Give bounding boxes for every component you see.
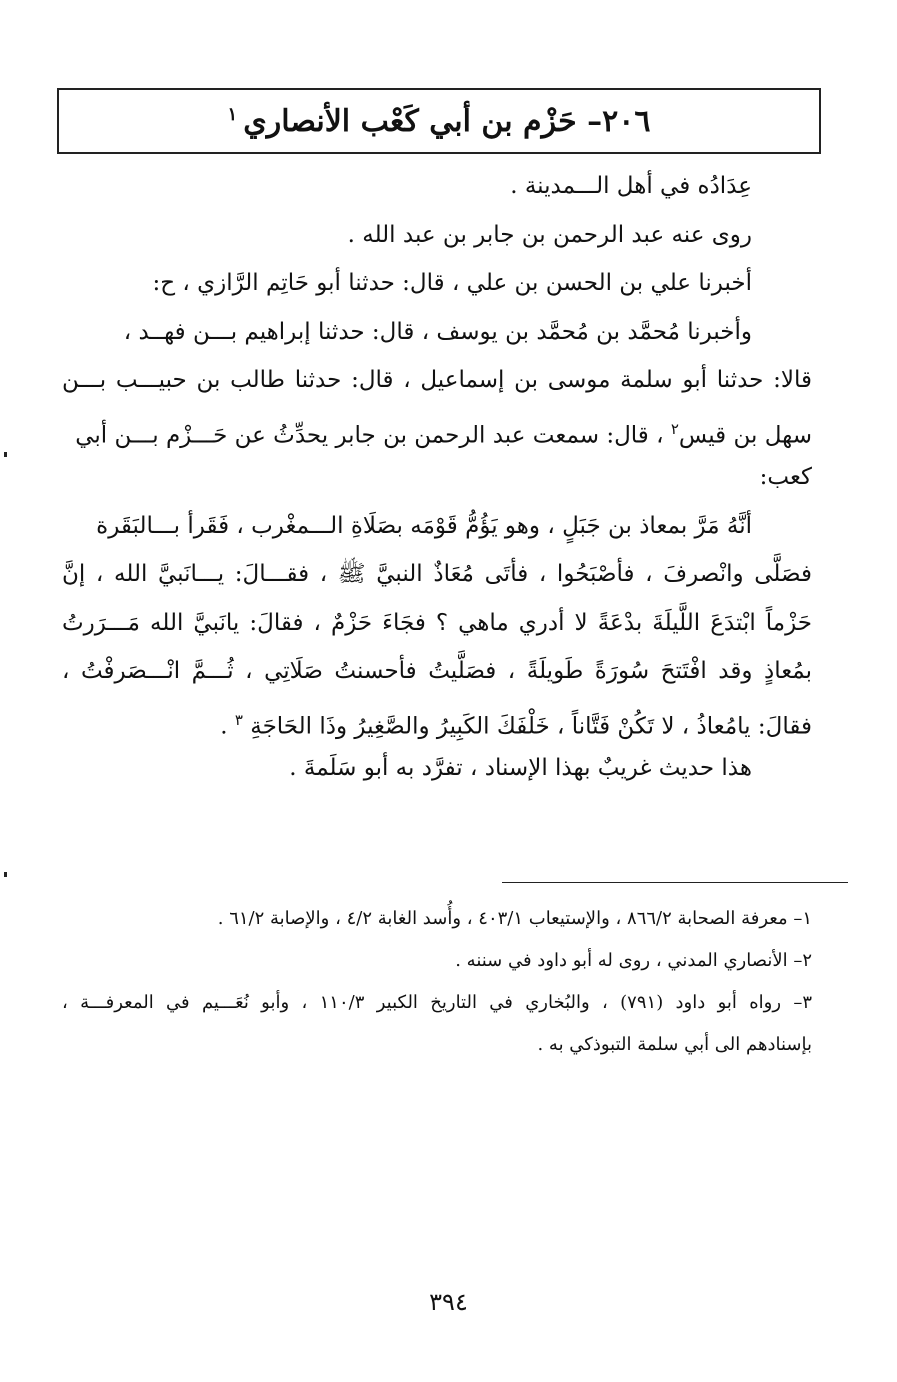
body-line bbox=[62, 696, 812, 745]
footnotes bbox=[62, 898, 812, 1066]
body-line: وأخبرنا مُحمَّد بن مُحمَّد بن يوسف ، قال: حدثنا إبراهيم بـــن فهــد ، bbox=[123, 318, 752, 345]
body-line: فصَلَّى وانْصرفَ ، فأصْبَحُوا ، فأتَى مُعَاذٌ النبيَّ ﷺ ، فقـــالَ: يـــانَبيَّ الله ، إنَّ bbox=[62, 561, 812, 587]
margin-mark bbox=[4, 872, 7, 877]
body-line: بمُعاذٍ وقد افْتَتحَ سُورَةً طَويلَةً ، فصَلَّيتُ فأحسنتُ صَلَاتِي ، ثُـــمَّ انْـــصَرفْتُ ، bbox=[62, 658, 812, 684]
footnote-line: ٢– الأنصاري المدني ، روى له أبو داود في سننه . bbox=[455, 950, 812, 971]
page-number: ٣٩٤ bbox=[429, 1288, 468, 1316]
body-line: أنَّهُ مَرَّ بمعاذ بن جَبَلٍ ، وهو يَؤُمُّ قَوْمَه بصَلَاةِ الـــمغْرب ، فَقَرأ بـــالبَقَرة bbox=[96, 512, 752, 539]
footnote-line: بإسنادهم الى أبي سلمة التبوذكي به . bbox=[537, 1034, 812, 1055]
footnote-line: ١– معرفة الصحابة ٨٦٦/٢ ، والإستيعاب ٤٠٣/١ ، وأُسد الغابة ٤/٢ ، والإصابة ٦١/٢ . bbox=[217, 908, 812, 929]
body-line-text: ، قال: سمعت عبد الرحمن بن جابر يحدِّثُ عن حَـــزْم بـــن أبي bbox=[75, 422, 664, 449]
body-line: روى عنه عبد الرحمن بن جابر بن عبد الله . bbox=[347, 221, 752, 248]
body-line: هذا حديث غريبٌ بهذا الإسناد ، تفرَّد به أبو سَلَمةَ . bbox=[289, 755, 752, 781]
margin-mark bbox=[4, 452, 7, 457]
body-line: أخبرنا علي بن الحسن بن علي ، قال: حدثنا أبو حَاتِم الرَّازي ، ح: bbox=[152, 270, 752, 296]
chapter-heading bbox=[227, 103, 651, 139]
body-line: كعب: bbox=[759, 464, 812, 490]
heading-footnote-marker: ١ bbox=[227, 103, 238, 125]
body-footnote-marker: ٢ bbox=[670, 419, 679, 438]
footnote-line: ٣– رواه أبو داود (٧٩١) ، والبُخاري في التاريخ الكبير ١١٠/٣ ، وأبو نُعَـــيم في المعرفـــة ، bbox=[62, 992, 812, 1013]
chapter-heading-text: ٢٠٦– حَزْم بن أبي كَعْب الأنصاري bbox=[243, 103, 651, 139]
body-line: قالا: حدثنا أبو سلمة موسى بن إسماعيل ، قال: حدثنا طالب بن حبيـــب بـــن bbox=[62, 367, 812, 393]
body-footnote-marker: ٣ bbox=[234, 710, 243, 729]
chapter-heading-box bbox=[57, 88, 821, 154]
body-line-text: سهل بن قيس bbox=[678, 422, 812, 449]
body-line bbox=[62, 405, 812, 454]
footnote-separator bbox=[502, 882, 848, 883]
body-line-end: . bbox=[220, 713, 235, 740]
body-line: حَزْماً ابْتدَعَ اللَّيلَةَ بدْعَةً لا أدري ماهي ؟ فجَاءَ حَزْمٌ ، فقالَ: يانَبيَّ الله مَـــرَرتُ bbox=[62, 609, 812, 636]
body-line: عِدَادُه في أهل الـــمدينة . bbox=[510, 173, 752, 199]
body-line-text: فقالَ: يامُعاذُ ، لا تَكُنْ فَتَّاناً ، خَلْفَكَ الكَبِيرُ والصَّغِيرُ وذَا الحَاجَةِ bbox=[250, 713, 812, 740]
body-text bbox=[62, 162, 812, 793]
